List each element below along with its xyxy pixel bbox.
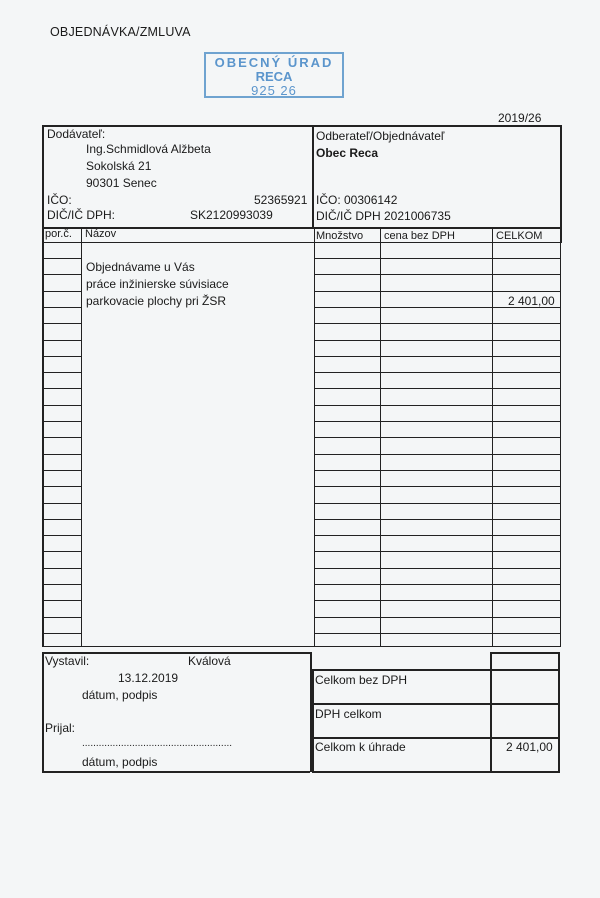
table-row-rule <box>314 340 560 341</box>
table-row-rule <box>314 503 560 504</box>
issue-date: 13.12.2019 <box>118 671 179 685</box>
document-title: OBJEDNÁVKA/ZMLUVA <box>50 25 191 39</box>
table-row-rule <box>42 421 81 422</box>
supplier-street: Sokolská 21 <box>86 159 152 173</box>
table-row-rule <box>314 405 560 406</box>
table-row-rule <box>314 584 560 585</box>
table-row-rule <box>314 323 560 324</box>
prijal-label: Prijal: <box>45 721 76 735</box>
table-row-rule <box>314 437 560 438</box>
table-row-rule <box>314 454 560 455</box>
celkom-k-uhrade-label: Celkom k úhrade <box>315 740 406 754</box>
grand-total: 2 401,00 <box>506 740 553 754</box>
supplier-city: 90301 Senec <box>86 176 157 190</box>
table-row-rule <box>42 307 81 308</box>
vystavil-label: Vystavil: <box>45 654 90 668</box>
item-line-total: 2 401,00 <box>508 294 555 308</box>
supplier-ico: 52365921 <box>254 193 308 207</box>
signature-line: ...................................................... <box>82 738 233 749</box>
stamp-line-2: RECA <box>255 69 293 84</box>
table-row-rule <box>314 470 560 471</box>
stamp-line-3: 925 26 <box>251 83 297 98</box>
table-row-rule <box>42 291 81 292</box>
table-row-rule <box>314 568 560 569</box>
customer-name: Obec Reca <box>316 146 379 160</box>
table-row-rule <box>314 646 560 647</box>
table-row-rule <box>42 617 81 618</box>
table-row-rule <box>42 503 81 504</box>
table-row-rule <box>42 535 81 536</box>
customer-ico: IČO: 00306142 <box>316 193 398 207</box>
table-row-rule <box>314 372 560 373</box>
table-row-rule <box>42 437 81 438</box>
dph-celkom-label: DPH celkom <box>315 707 382 721</box>
table-row-rule <box>314 633 560 634</box>
table-row-rule <box>314 551 560 552</box>
table-row-rule <box>314 274 560 275</box>
table-row-rule <box>42 551 81 552</box>
header-cena: cena bez DPH <box>384 230 455 242</box>
table-row-rule <box>314 258 560 259</box>
datum-podpis-2: dátum, podpis <box>82 755 158 769</box>
datum-podpis-1: dátum, podpis <box>82 688 158 702</box>
header-celkom: CELKOM <box>496 230 543 242</box>
table-row-rule <box>314 535 560 536</box>
supplier-dic: SK2120993039 <box>190 208 273 222</box>
item-description-line-3: parkovacie plochy pri ŽSR <box>86 294 227 308</box>
supplier-name: Ing.Schmidlová Alžbeta <box>86 142 211 156</box>
table-row-rule <box>42 274 81 275</box>
customer-label: Odberateľ/Objednávateľ <box>316 129 445 143</box>
table-row-rule <box>314 291 560 292</box>
table-row-rule <box>42 470 81 471</box>
header-por: por.č. <box>45 228 72 240</box>
supplier-ico-label: IČO: <box>47 193 72 207</box>
table-row-rule <box>42 340 81 341</box>
office-stamp <box>204 52 344 98</box>
header-mnozstvo: Množstvo <box>316 230 364 242</box>
header-nazov: Názov <box>85 228 117 240</box>
table-row-rule <box>42 372 81 373</box>
stamp-line-1: OBECNÝ ÚRAD <box>214 55 334 70</box>
table-row-rule <box>42 388 81 389</box>
table-row-rule <box>42 568 81 569</box>
table-row-rule <box>42 633 81 634</box>
customer-dic: DIČ/IČ DPH 2021006735 <box>316 209 451 223</box>
table-row-rule <box>314 486 560 487</box>
item-description-line-2: práce inžinierske súvisiace <box>86 277 229 291</box>
table-row-rule <box>42 258 81 259</box>
table-row-rule <box>314 356 560 357</box>
table-row-rule <box>314 617 560 618</box>
table-row-rule <box>314 421 560 422</box>
table-row-rule <box>314 519 560 520</box>
table-row-rule <box>42 519 81 520</box>
table-row-rule <box>314 388 560 389</box>
table-row-rule <box>314 600 560 601</box>
table-row-rule <box>42 356 81 357</box>
table-row-rule <box>42 600 81 601</box>
document-number: 2019/26 <box>498 111 542 125</box>
table-row-rule <box>42 454 81 455</box>
table-row-rule <box>42 405 81 406</box>
supplier-dic-label: DIČ/IČ DPH: <box>47 208 116 222</box>
table-row-rule <box>42 486 81 487</box>
table-row-rule <box>42 323 81 324</box>
celkom-bez-dph-label: Celkom bez DPH <box>315 673 408 687</box>
item-description-line-1: Objednávame u Vás <box>86 260 195 274</box>
vystavil-name: Kválová <box>188 654 231 668</box>
table-row-rule <box>42 584 81 585</box>
supplier-label: Dodávateľ: <box>47 127 106 141</box>
table-row-rule <box>42 646 314 647</box>
